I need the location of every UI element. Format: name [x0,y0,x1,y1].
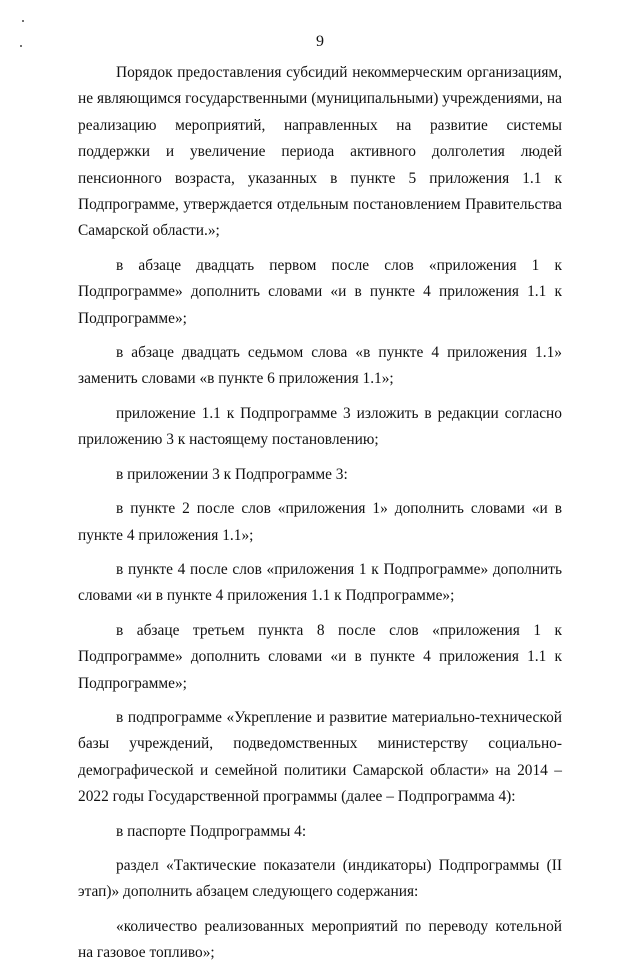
paragraph-2: в абзаце двадцать первом после слов «приложения 1 к Подпрограмме» дополнить словами «и в пункте 4 приложения 1.1 к Подпрограмме»; [78,256,562,327]
paragraph-8: в абзаце третьем пункта 8 после слов «приложения 1 к Подпрограмме» дополнить словами «и в пункте 4 приложения 1.1 к Подпрограмме»; [78,621,562,692]
page-number: 9 [316,33,324,50]
scan-speck [22,20,24,22]
paragraph-3: в абзаце двадцать седьмом слова «в пункте 4 приложения 1.1» заменить словами «в пункте 6 приложения 1.1»; [78,344,562,388]
paragraph-7: в пункте 4 после слов «приложения 1 к Подпрограмме» дополнить словами «и в пункте 4 приложения 1.1 к Подпрограмме»; [78,560,562,605]
paragraph-5: в приложении 3 к Подпрограмме 3: [116,465,348,483]
paragraph-1: Порядок предоставления субсидий некоммерческим организациям, не являющимся государственными (муниципальными) учреждениями, на реализацию мероприятий, направленных на развитие системы поддержки и увеличение периода активного долголетия людей пенсионного возраста, указанных в пункте 5 приложения 1.1 к Подпрограмме, утверждается отдельным постановлением Правительства Самарской области.»; [78,64,562,240]
paragraph-6: в пункте 2 после слов «приложения 1» дополнить словами «и в пункте 4 приложения 1.1»; [78,500,562,544]
paragraph-9: в подпрограмме «Укрепление и развитие материально-технической базы учреждений, подведомственных министерству социально-демографической и семейной политики Самарской области» на 2014 – 2022 годы Государственной программы (далее – Подпрограмма 4): [78,708,562,806]
paragraph-11: раздел «Тактические показатели (индикаторы) Подпрограммы (II этап)» дополнить абзацем следующего содержания: [78,856,562,901]
paragraph-10: в паспорте Подпрограммы 4: [116,822,307,840]
paragraph-4: приложение 1.1 к Подпрограмме 3 изложить в редакции согласно приложению 3 к настоящему постановлению; [78,404,562,449]
paragraph-12: «количество реализованных мероприятий по переводу котельной на газовое топливо»; [78,917,562,962]
document-body [78,60,562,967]
